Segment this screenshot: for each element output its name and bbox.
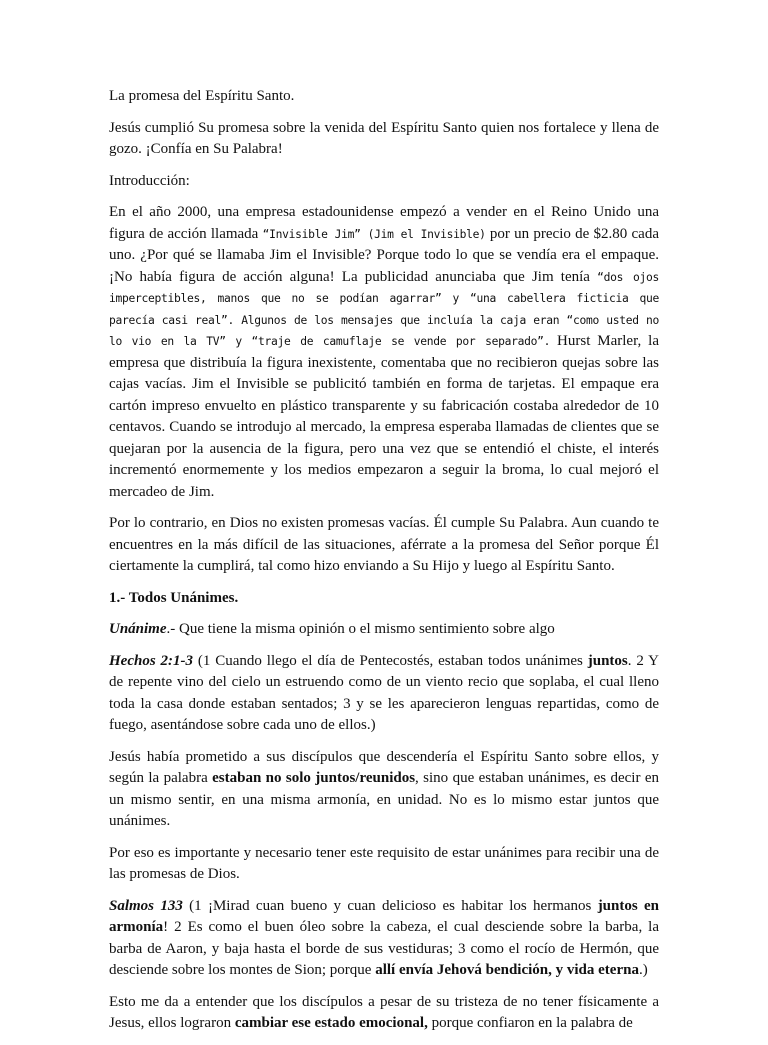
definition-paragraph xyxy=(109,619,659,641)
hechos-paragraph xyxy=(109,651,659,737)
intro-paragraph xyxy=(109,202,659,503)
intro-text-3: Hurst Marler, la empresa que distribuía la figura inexistente, comentaba que no recibieron quejas sobre las cajas vacías. Jim el Invisible se publicitó también en forma de tarjetas. El empaque era cartón impreso envuelto en plástico transparente y su fabricación costaba alrededor de 10 centavos. Cuando se introdujo al mercado, la empresa esperaba llamadas de clientes que se quejaran por la ausencia de la figura, pero una vez que se entendió el chiste, el interés incrementó enormemente y los medios empezaron a seguir la broma, lo cual mejoró el mercadeo de Jim. xyxy=(109,333,659,500)
intro-text-2: por un precio de $2.80 cada uno. ¿Por qué se llamaba Jim el Invisible? Porque todo lo que se vendía era el empaque. ¡No había figura de acción alguna! La publicidad anunciaba que Jim tenía xyxy=(109,225,659,285)
closing-text-2: porque confiaron en la palabra de xyxy=(427,1015,633,1031)
hechos-bold-1: juntos xyxy=(587,652,628,669)
closing-text-1: Esto me da a entender que los discípulos a pesar de su tristeza de no tener físicamente a Jesus, ellos lograron xyxy=(109,993,659,1031)
requirement-paragraph: Por eso es importante y necesario tener este requisito de estar unánimes para recibir una de las promesas de Dios. xyxy=(109,844,659,882)
document-body xyxy=(109,86,659,1045)
salmos-reference: Salmos 133 xyxy=(109,897,183,914)
promise-text-2: , sino que estaban unánimes, es decir en un mismo sentir, en una misma armonía, en unidad. No es lo mismo estar juntos que unánimes. xyxy=(109,770,659,829)
contrast-paragraph: Por lo contrario, en Dios no existen promesas vacías. Él cumple Su Palabra. Aun cuando te encuentres en la más difícil de las situaciones, aférrate a la promesa del Señor porque Él ciertamente la cumplirá, tal como hizo enviando a Su Hijo y luego al Espíritu Santo. xyxy=(109,515,659,574)
hechos-text-2: . 2 Y de repente vino del cielo un estruendo como de un viento recio que soplaba, el cual lleno toda la casa donde estaban sentados; 3 y se les aparecieron lenguas repartidas, como de fuego, asentándose sobre cada uno de ellos.) xyxy=(109,652,660,733)
hechos-text-1: (1 Cuando llego el día de Pentecostés, estaban todos unánimes xyxy=(193,652,588,669)
intro-heading: Introducción: xyxy=(109,172,190,189)
promise-bold-1: estaban no solo juntos/reunidos xyxy=(212,770,416,786)
promise-text-1: Jesús había prometido a sus discípulos que descendería el Espíritu Santo sobre ellos, y según la palabra xyxy=(109,748,659,786)
definition-text: .- Que tiene la misma opinión o el mismo sentimiento sobre algo xyxy=(166,621,555,637)
salmos-bold-1: juntos en armonía xyxy=(109,897,660,935)
summary-paragraph: Jesús cumplió Su promesa sobre la venida del Espíritu Santo quien nos fortalece y llena de gozo. ¡Confía en Su Palabra! xyxy=(109,119,659,157)
closing-bold-1: cambiar ese estado emocional, xyxy=(234,1015,428,1031)
intro-mono-quote-2: “dos ojos imperceptibles, manos que no se podían agarrar” y “una cabellera ficticia que parecía casi real”. Algunos de los mensajes que incluía la caja eran “como usted no lo vio en la TV” y “traje de camuflaje se vende por separado”. xyxy=(109,270,660,348)
salmos-text-1: (1 ¡Mirad cuan bueno y cuan delicioso es habitar los hermanos xyxy=(182,897,598,914)
hechos-reference: Hechos 2:1-3 xyxy=(109,652,194,669)
salmos-text-3: .) xyxy=(638,962,648,978)
salmos-text-2: ! 2 Es como el buen óleo sobre la cabeza, el cual desciende sobre la barba, la barba de Aaron, y baja hasta el borde de sus vestiduras; 3 como el rocío de Hermón, que desciende sobre los montes de Sion; porque xyxy=(109,919,659,978)
definition-term: Unánime xyxy=(109,621,167,637)
intro-mono-quote-1: “Invisible Jim” (Jim el Invisible) xyxy=(262,227,486,241)
salmos-bold-2: allí envía Jehová bendición, y vida eterna xyxy=(375,962,639,978)
salmos-paragraph xyxy=(109,896,659,982)
document-title: La promesa del Espíritu Santo. xyxy=(109,88,295,104)
closing-paragraph xyxy=(109,992,659,1035)
promise-paragraph xyxy=(109,747,659,833)
intro-text-1: En el año 2000, una empresa estadounidense empezó a vender en el Reino Unido una figura de acción llamada xyxy=(109,204,659,242)
section-heading: 1.- Todos Unánimes. xyxy=(109,589,239,606)
